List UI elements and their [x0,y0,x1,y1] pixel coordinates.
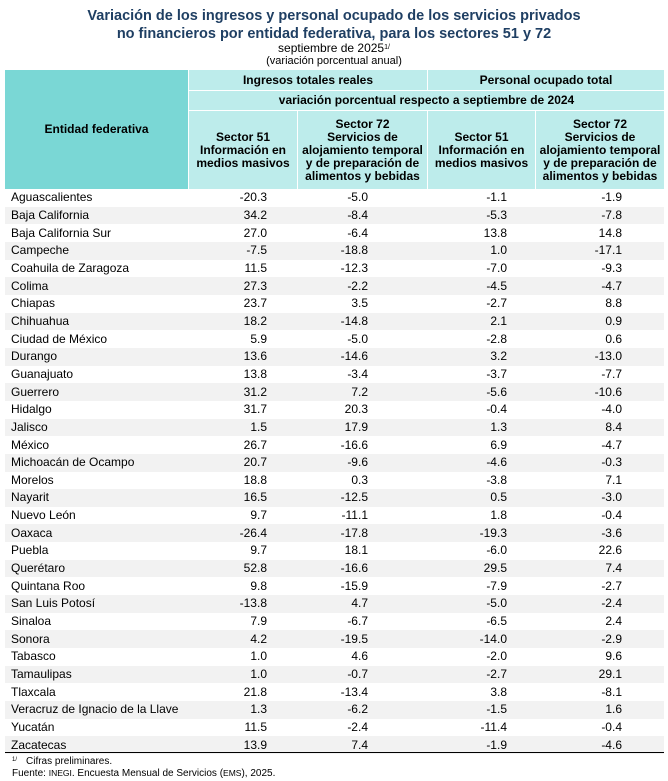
source-org: INEGI [48,768,72,778]
cell-entity: Tabasco [11,649,56,664]
cell-ingresos-51: -26.4 [188,524,296,542]
source-text-1: . Encuesta Mensual de Servicios ( [71,768,224,779]
header-personal-sector-51: Sector 51 Información en medios masivos [428,111,535,189]
cell-ingresos-51: -20.3 [239,190,267,205]
cell-personal-72: 8.8 [605,296,622,311]
header-ingresos-sector-51: Sector 51 Información en medios masivos [189,111,297,189]
data-table [5,189,664,754]
cell-entity: Zacatecas [5,736,188,754]
table-row [5,401,664,419]
header-ingresos-sector-72: Sector 72 Servicios de alojamiento temporal y de preparación de alimentos y bebidas [298,111,427,189]
cell-ingresos-72: -9.6 [296,454,426,472]
cell-personal-72: -4.7 [601,437,622,452]
header-personal-sector-72: Sector 72 Servicios de alojamiento temporal y de preparación de alimentos y bebidas [536,111,664,189]
cell-entity: Nayarit [5,489,188,507]
cell-personal-72: -8.1 [601,684,622,699]
cell-entity: Guerrero [5,383,188,401]
cell-personal-51: -6.0 [486,543,507,558]
table-row [5,648,664,666]
cell-personal-51: 1.8 [490,508,507,523]
cell-ingresos-51: 11.5 [244,720,267,735]
cell-ingresos-51: 26.7 [243,437,267,452]
cell-entity: Baja California [5,207,188,225]
unit-subtitle: (variación porcentual anual) [266,55,402,67]
cell-personal-51: -4.5 [426,277,534,295]
period-text: septiembre de 2025 [278,41,385,55]
cell-entity: Ciudad de México [11,331,108,346]
cell-personal-72: -0.4 [601,508,622,523]
cell-personal-51: 29.5 [426,560,534,578]
cell-personal-72: -3.6 [534,524,664,542]
period-subtitle [0,42,668,55]
cell-ingresos-51: 27.3 [188,277,296,295]
cell-personal-72: 14.8 [598,225,622,240]
cell-personal-51: 6.9 [490,437,507,452]
table-row [5,595,664,613]
cell-personal-72: 8.4 [534,419,664,437]
cell-personal-72: 9.6 [605,649,622,664]
cell-ingresos-72: -14.6 [296,348,426,366]
table-row [5,542,664,560]
footnote-text: Cifras preliminares. [26,756,113,767]
cell-entity: Chihuahua [5,313,188,331]
cell-personal-72: -2.9 [534,630,664,648]
cell-ingresos-72: -15.9 [340,578,368,593]
table-row [5,683,664,701]
cell-entity: Oaxaca [5,524,188,542]
cell-personal-72: -3.0 [534,489,664,507]
cell-entity: Chiapas [11,296,56,311]
cell-personal-51: -0.4 [486,402,507,417]
table-row [5,630,664,648]
header-group-ingresos: Ingresos totales reales [189,70,427,90]
cell-ingresos-51: 9.7 [250,508,267,523]
source-note [12,767,275,780]
cell-personal-72: 29.1 [534,666,664,684]
table-row [5,242,664,260]
cell-entity: Morelos [11,472,54,487]
table-row [5,224,664,242]
cell-ingresos-51: 52.8 [188,560,296,578]
cell-ingresos-72: -6.4 [347,225,368,240]
cell-personal-51: -19.3 [426,524,534,542]
table-row [5,295,664,313]
table-row [5,507,664,525]
table-row [5,719,664,737]
cell-entity: Sinaloa [11,614,52,629]
cell-personal-72: -4.6 [534,736,664,754]
cell-personal-51: -3.7 [486,366,507,381]
cell-personal-51: -5.6 [426,383,534,401]
cell-personal-72: 7.4 [534,560,664,578]
cell-ingresos-51: 7.9 [250,614,267,629]
cell-personal-72: -0.3 [534,454,664,472]
cell-personal-51: -6.5 [486,614,507,629]
footnote [12,754,113,767]
cell-ingresos-72: 17.9 [296,419,426,437]
cell-entity: Sonora [5,630,188,648]
cell-personal-72: -2.7 [601,578,622,593]
header-variation-band: variación porcentual respecto a septiembre de 2024 [189,91,664,110]
table-row [5,489,664,507]
cell-ingresos-72: -2.2 [296,277,426,295]
cell-entity: Querétaro [5,560,188,578]
table-bottom-rule [5,752,664,753]
cell-ingresos-51: 27.0 [243,225,267,240]
table-row [5,524,664,542]
table-row [5,207,664,225]
cell-ingresos-51: 31.2 [188,383,296,401]
cell-personal-51: -2.8 [486,331,507,346]
cell-ingresos-72: -6.7 [347,614,368,629]
cell-entity: Yucatán [11,720,55,735]
cell-personal-72: -4.0 [601,402,622,417]
table-row [5,454,664,472]
cell-personal-72: 2.4 [605,614,622,629]
cell-ingresos-72: -13.4 [340,684,368,699]
cell-ingresos-51: 34.2 [188,207,296,225]
cell-ingresos-72: -19.5 [296,630,426,648]
cell-personal-72: 7.1 [605,472,622,487]
cell-personal-51: -2.7 [486,296,507,311]
cell-personal-51: -5.3 [426,207,534,225]
cell-personal-51: -1.5 [426,701,534,719]
cell-personal-72: -2.4 [534,595,664,613]
cell-ingresos-72: -11.1 [341,508,368,523]
table-row [5,330,664,348]
cell-ingresos-72: 0.3 [351,472,368,487]
cell-entity: Tamaulipas [5,666,188,684]
cell-ingresos-51: -13.8 [188,595,296,613]
cell-personal-51: -7.9 [486,578,507,593]
cell-entity: Puebla [11,543,49,558]
cell-ingresos-72: 7.2 [296,383,426,401]
cell-ingresos-72: -14.8 [296,313,426,331]
cell-personal-72: -13.0 [534,348,664,366]
cell-personal-72: 22.6 [598,543,622,558]
cell-ingresos-51: 21.8 [243,684,267,699]
cell-ingresos-51: 1.5 [188,419,296,437]
cell-entity: Colima [5,277,188,295]
cell-personal-72: -17.1 [534,242,664,260]
cell-ingresos-72: -6.2 [296,701,426,719]
table-row [5,560,664,578]
cell-personal-72: -4.7 [534,277,664,295]
source-text-2: ), 2025. [241,768,276,779]
source-label: Fuente: [12,768,46,779]
cell-personal-51: -2.0 [486,649,507,664]
cell-personal-51: -2.7 [426,666,534,684]
cell-ingresos-72: 7.4 [296,736,426,754]
table-row [5,472,664,490]
table-row [5,577,664,595]
cell-entity: Aguascalientes [11,190,93,205]
cell-personal-72: -1.9 [601,190,622,205]
cell-ingresos-51: 9.7 [250,543,267,558]
cell-ingresos-51: 11.5 [244,260,267,275]
table-row [5,666,664,684]
cell-ingresos-51: 18.2 [188,313,296,331]
header-group-personal: Personal ocupado total [428,70,664,90]
cell-personal-51: 3.8 [490,684,507,699]
cell-personal-51: -7.0 [486,260,507,275]
table-row [5,366,664,384]
cell-personal-51: -14.0 [426,630,534,648]
cell-personal-72: -7.8 [534,207,664,225]
cell-personal-72: -0.4 [601,720,622,735]
cell-ingresos-72: -18.8 [296,242,426,260]
cell-personal-51: -1.1 [486,190,507,205]
cell-ingresos-72: 4.6 [351,649,368,664]
cell-entity: Jalisco [5,419,188,437]
cell-ingresos-72: -0.7 [296,666,426,684]
cell-personal-51: 13.8 [483,225,507,240]
title-line-2: no financieros por entidad federativa, para los sectores 51 y 72 [116,26,552,42]
table-body [5,189,664,754]
table-row [5,701,664,719]
title-line-1: Variación de los ingresos y personal ocupado de los servicios privados [87,8,581,24]
table-row [5,383,664,401]
cell-ingresos-51: 18.8 [243,472,267,487]
cell-ingresos-51: 1.0 [188,666,296,684]
table-title [0,7,668,43]
cell-ingresos-51: 9.8 [250,578,267,593]
table-row [5,613,664,631]
cell-ingresos-51: 4.2 [188,630,296,648]
cell-ingresos-72: 18.1 [344,543,368,558]
cell-entity: San Luis Potosí [5,595,188,613]
cell-entity: Coahuila de Zaragoza [11,260,130,275]
cell-ingresos-72: 4.7 [296,595,426,613]
table-row [5,419,664,437]
cell-ingresos-72: -17.8 [296,524,426,542]
cell-ingresos-72: 3.5 [351,296,368,311]
cell-ingresos-72: 20.3 [344,402,368,417]
cell-ingresos-51: 16.5 [188,489,296,507]
cell-entity: Nuevo León [11,508,76,523]
cell-ingresos-72: -16.6 [296,560,426,578]
footnote-marker: 1/ [12,757,18,763]
cell-personal-72: -7.7 [601,366,622,381]
cell-personal-72: 0.9 [534,313,664,331]
table-row [5,436,664,454]
cell-ingresos-51: 13.6 [188,348,296,366]
cell-entity: Guanajuato [11,366,74,381]
cell-personal-72: -10.6 [534,383,664,401]
cell-ingresos-72: -3.4 [347,366,368,381]
cell-personal-51: -5.0 [426,595,534,613]
period-footnote-ref: 1/ [384,44,390,51]
cell-entity: Tlaxcala [11,684,56,699]
cell-personal-72: -9.3 [601,260,622,275]
cell-ingresos-72: -5.0 [347,331,368,346]
table-header [5,70,664,189]
cell-personal-51: 2.1 [426,313,534,331]
cell-entity: Michoacán de Ocampo [5,454,188,472]
cell-entity: Campeche [5,242,188,260]
cell-ingresos-72: -5.0 [347,190,368,205]
cell-ingresos-72: -16.6 [340,437,368,452]
cell-ingresos-51: 13.9 [188,736,296,754]
cell-personal-72: 0.6 [605,331,622,346]
cell-personal-51: -11.4 [480,720,507,735]
cell-personal-51: -3.8 [486,472,507,487]
cell-ingresos-51: -7.5 [188,242,296,260]
cell-ingresos-72: -12.5 [296,489,426,507]
table-row [5,260,664,278]
header-entity: Entidad federativa [5,70,188,189]
cell-entity: Hidalgo [11,402,52,417]
cell-ingresos-72: -12.3 [340,260,368,275]
cell-personal-51: 1.3 [426,419,534,437]
cell-ingresos-51: 5.9 [250,331,267,346]
cell-personal-51: 1.0 [426,242,534,260]
cell-personal-51: 0.5 [426,489,534,507]
table-row [5,277,664,295]
cell-ingresos-51: 13.8 [243,366,267,381]
cell-entity: Baja California Sur [11,225,112,240]
cell-entity: México [11,437,50,452]
cell-ingresos-51: 20.7 [188,454,296,472]
cell-personal-51: 3.2 [426,348,534,366]
cell-entity: Durango [5,348,188,366]
cell-personal-72: 1.6 [534,701,664,719]
table-row [5,189,664,207]
cell-personal-51: -1.9 [426,736,534,754]
cell-personal-51: -4.6 [426,454,534,472]
cell-ingresos-51: 31.7 [243,402,267,417]
cell-ingresos-51: 1.0 [250,649,267,664]
cell-ingresos-51: 23.7 [243,296,267,311]
cell-entity: Veracruz de Ignacio de la Llave [5,701,188,719]
table-row [5,348,664,366]
cell-ingresos-72: -8.4 [296,207,426,225]
table-row [5,313,664,331]
cell-ingresos-72: -2.4 [347,720,368,735]
source-abbr: EMS [223,768,242,778]
cell-entity: Quintana Roo [11,578,86,593]
cell-ingresos-51: 1.3 [188,701,296,719]
